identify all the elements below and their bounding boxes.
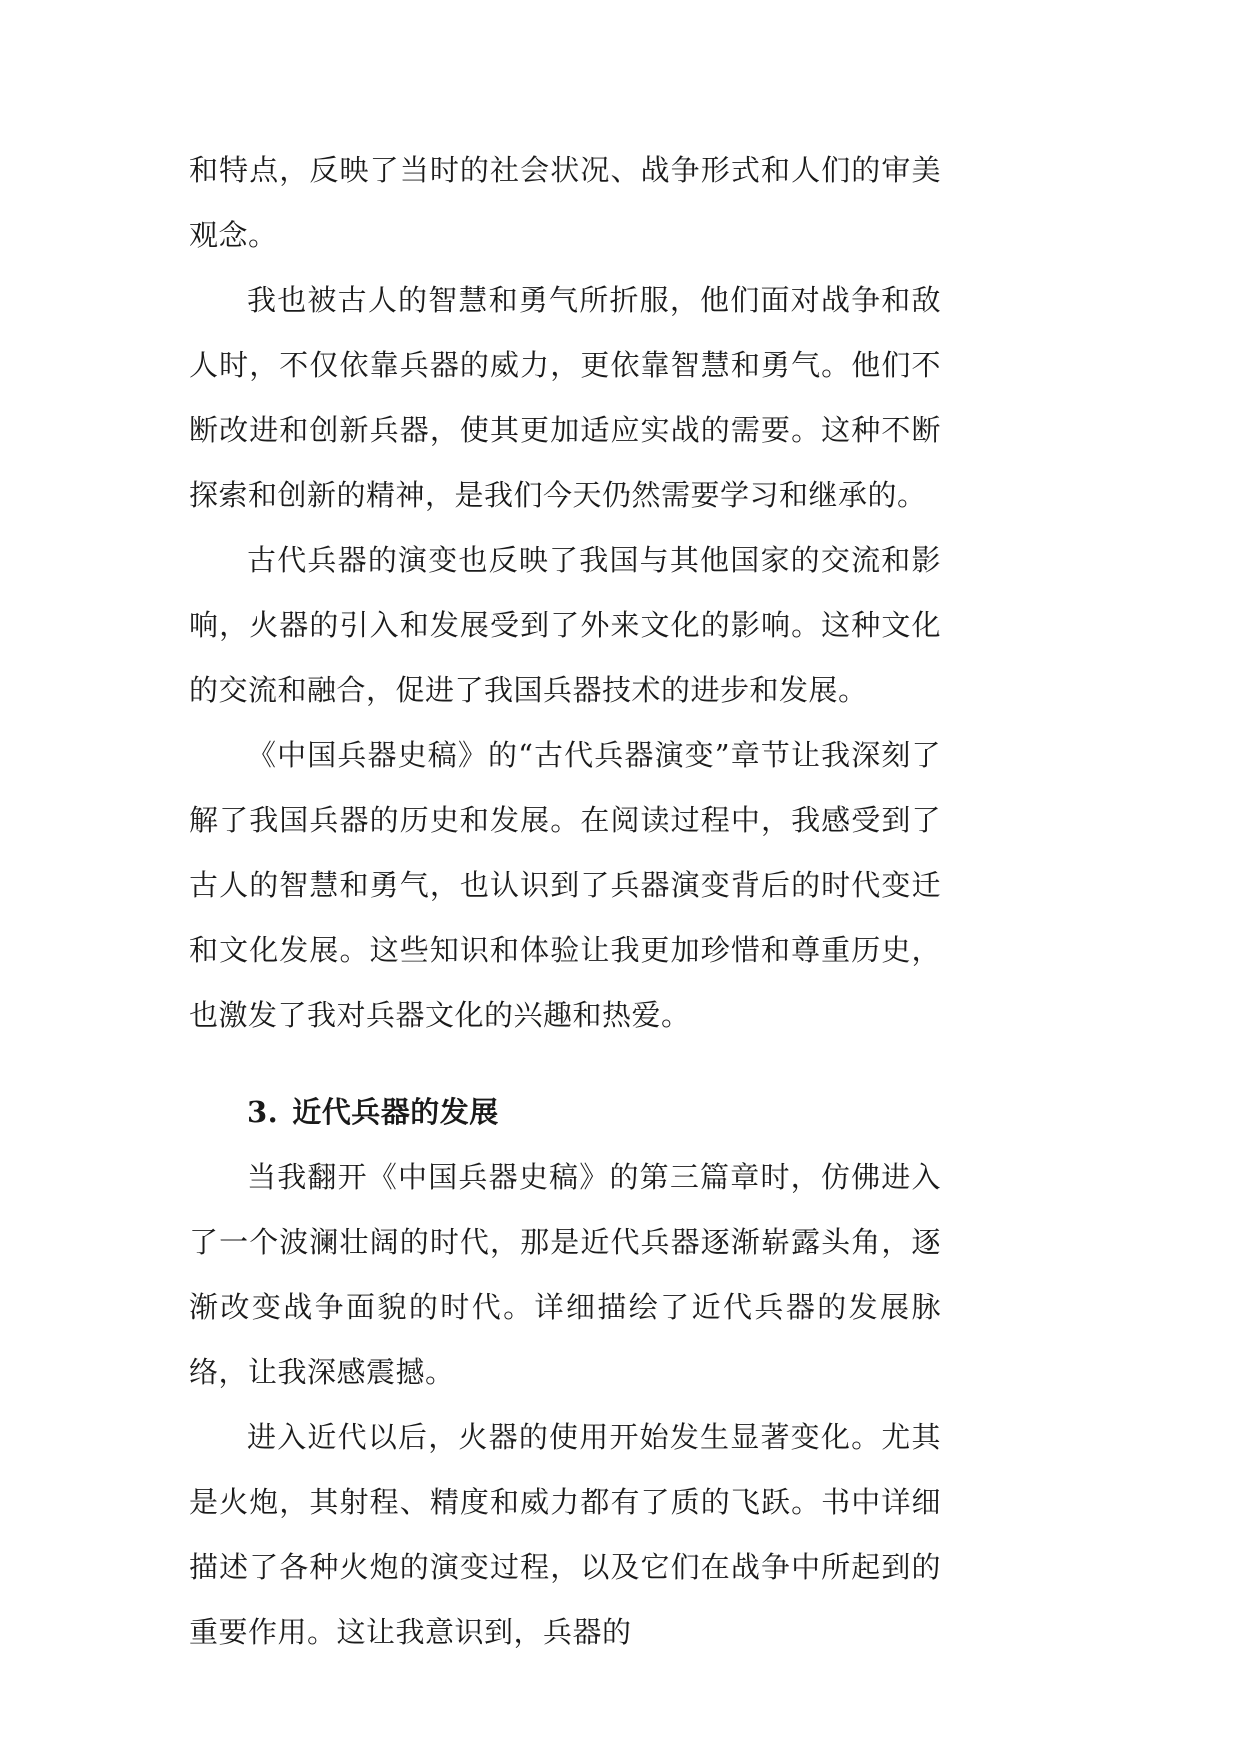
paragraph: 进入近代以后，火器的使用开始发生显著变化。尤其是火炮，其射程、精度和威力都有了质的飞跃。书中详细描述了各种火炮的演变过程，以及它们在战争中所起到的重要作用。这让我意识到，兵器的 <box>189 1420 941 1649</box>
section-body <box>189 1145 941 1665</box>
section-number: 3. <box>247 1095 279 1129</box>
paragraph: 当我翻开《中国兵器史稿》的第三篇章时，仿佛进入了一个波澜壮阔的时代，那是近代兵器逐渐崭露头角，逐渐改变战争面貌的时代。详细描绘了近代兵器的发展脉络，让我深感震撼。 <box>189 1160 941 1389</box>
document-body <box>189 138 941 1048</box>
paragraph: 我也被古人的智慧和勇气所折服，他们面对战争和敌人时，不仅依靠兵器的威力，更依靠智慧和勇气。他们不断改进和创新兵器，使其更加适应实战的需要。这种不断探索和创新的精神，是我们今天仍然需要学习和继承的。 <box>189 283 941 512</box>
section-heading <box>189 1080 941 1145</box>
section-title: 近代兵器的发展 <box>292 1095 499 1129</box>
paragraph: 古代兵器的演变也反映了我国与其他国家的交流和影响，火器的引入和发展受到了外来文化的影响。这种文化的交流和融合，促进了我国兵器技术的进步和发展。 <box>189 543 941 707</box>
paragraph: 《中国兵器史稿》的“古代兵器演变”章节让我深刻了解了我国兵器的历史和发展。在阅读过程中，我感受到了古人的智慧和勇气，也认识到了兵器演变背后的时代变迁和文化发展。这些知识和体验让我更加珍惜和尊重历史，也激发了我对兵器文化的兴趣和热爱。 <box>189 738 941 1032</box>
paragraph-continued: 和特点，反映了当时的社会状况、战争形式和人们的审美观念。 <box>189 153 941 252</box>
